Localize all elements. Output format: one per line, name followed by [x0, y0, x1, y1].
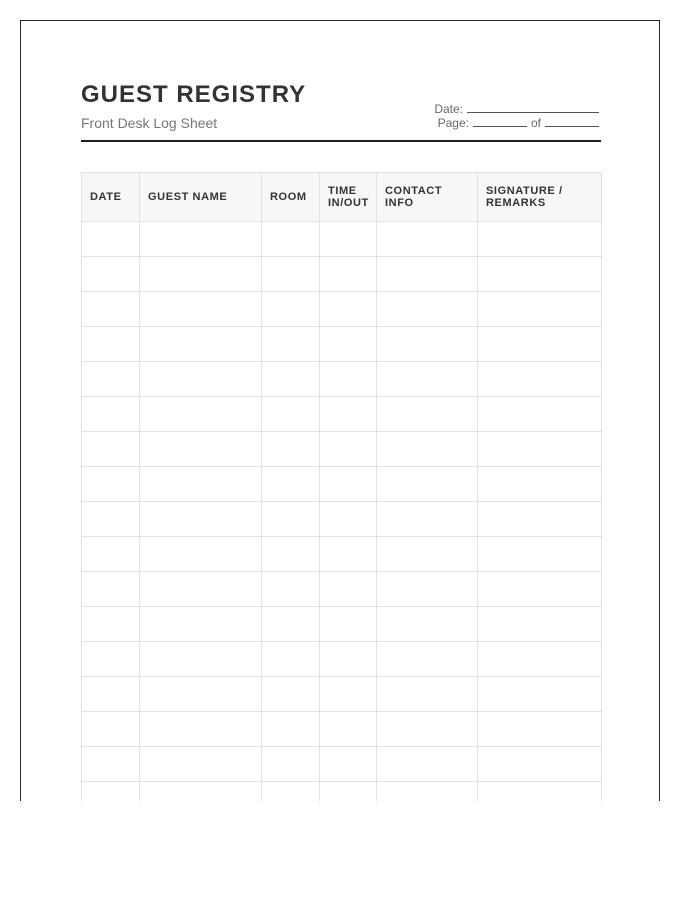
table-cell[interactable]	[377, 397, 478, 432]
table-row	[82, 222, 602, 257]
table-row	[82, 257, 602, 292]
table-row	[82, 572, 602, 607]
table-cell[interactable]	[320, 537, 377, 572]
table-cell[interactable]	[262, 397, 320, 432]
table-row	[82, 502, 602, 537]
table-cell[interactable]	[320, 327, 377, 362]
page-label: Page:	[437, 116, 469, 130]
table-row	[82, 467, 602, 502]
table-cell[interactable]	[262, 362, 320, 397]
column-header-date: DATE	[82, 173, 140, 222]
table-cell[interactable]	[478, 257, 602, 292]
table-cell[interactable]	[140, 642, 262, 677]
table-cell[interactable]	[140, 677, 262, 712]
table-header-row	[82, 173, 602, 222]
table-cell[interactable]	[262, 292, 320, 327]
table-cell[interactable]	[320, 257, 377, 292]
date-field[interactable]	[467, 102, 599, 113]
table-cell[interactable]	[140, 712, 262, 747]
table-cell[interactable]	[377, 537, 478, 572]
table-cell[interactable]	[262, 782, 320, 802]
registry-table-body	[82, 222, 602, 802]
table-cell[interactable]	[140, 327, 262, 362]
table-cell[interactable]	[320, 362, 377, 397]
table-row	[82, 362, 602, 397]
table-cell[interactable]	[320, 747, 377, 782]
table-cell[interactable]	[377, 362, 478, 397]
table-cell[interactable]	[82, 712, 140, 747]
table-cell[interactable]	[478, 607, 602, 642]
table-cell[interactable]	[140, 362, 262, 397]
table-cell[interactable]	[140, 397, 262, 432]
table-cell[interactable]	[262, 572, 320, 607]
column-header-signature-remarks: SIGNATURE / REMARKS	[478, 173, 602, 222]
registry-table	[81, 172, 602, 801]
table-cell[interactable]	[262, 432, 320, 467]
table-cell[interactable]	[140, 607, 262, 642]
table-cell[interactable]	[377, 712, 478, 747]
table-row	[82, 432, 602, 467]
table-cell[interactable]	[262, 642, 320, 677]
table-cell[interactable]	[478, 432, 602, 467]
table-cell[interactable]	[262, 607, 320, 642]
table-cell[interactable]	[82, 257, 140, 292]
table-cell[interactable]	[140, 432, 262, 467]
table-cell[interactable]	[478, 712, 602, 747]
table-cell[interactable]	[320, 432, 377, 467]
page-subtitle: Front Desk Log Sheet	[81, 115, 218, 131]
table-cell[interactable]	[82, 502, 140, 537]
table-cell[interactable]	[320, 677, 377, 712]
table-cell[interactable]	[377, 327, 478, 362]
table-cell[interactable]	[320, 397, 377, 432]
table-cell[interactable]	[478, 292, 602, 327]
table-cell[interactable]	[320, 222, 377, 257]
table-cell[interactable]	[82, 432, 140, 467]
table-cell[interactable]	[140, 222, 262, 257]
table-cell[interactable]	[478, 677, 602, 712]
page-row	[434, 116, 599, 130]
table-cell[interactable]	[140, 537, 262, 572]
table-cell[interactable]	[140, 257, 262, 292]
table-row	[82, 747, 602, 782]
table-cell[interactable]	[320, 782, 377, 802]
table-cell[interactable]	[140, 782, 262, 802]
table-cell[interactable]	[478, 572, 602, 607]
table-cell[interactable]	[478, 642, 602, 677]
table-cell[interactable]	[377, 642, 478, 677]
table-cell[interactable]	[377, 677, 478, 712]
table-cell[interactable]	[262, 257, 320, 292]
table-cell[interactable]	[82, 607, 140, 642]
table-cell[interactable]	[320, 572, 377, 607]
table-cell[interactable]	[82, 572, 140, 607]
table-cell[interactable]	[377, 782, 478, 802]
table-row	[82, 537, 602, 572]
sheet-meta	[434, 102, 599, 130]
date-row	[434, 102, 599, 116]
table-cell[interactable]	[320, 642, 377, 677]
table-cell[interactable]	[478, 747, 602, 782]
table-cell[interactable]	[262, 537, 320, 572]
date-label: Date:	[434, 102, 463, 116]
table-cell[interactable]	[320, 467, 377, 502]
table-row	[82, 712, 602, 747]
table-row	[82, 292, 602, 327]
table-cell[interactable]	[478, 537, 602, 572]
table-cell[interactable]	[82, 642, 140, 677]
table-cell[interactable]	[478, 222, 602, 257]
table-cell[interactable]	[262, 747, 320, 782]
table-cell[interactable]	[262, 502, 320, 537]
table-cell[interactable]	[320, 712, 377, 747]
table-cell[interactable]	[262, 677, 320, 712]
table-cell[interactable]	[377, 292, 478, 327]
column-header-contact-info: CONTACT INFO	[377, 173, 478, 222]
table-cell[interactable]	[377, 502, 478, 537]
table-cell[interactable]	[320, 502, 377, 537]
table-cell[interactable]	[377, 467, 478, 502]
table-cell[interactable]	[82, 362, 140, 397]
table-cell[interactable]	[82, 677, 140, 712]
table-cell[interactable]	[140, 747, 262, 782]
table-cell[interactable]	[377, 747, 478, 782]
table-cell[interactable]	[377, 432, 478, 467]
table-row	[82, 642, 602, 677]
table-row	[82, 782, 602, 802]
page-title: GUEST REGISTRY	[81, 81, 307, 108]
table-cell[interactable]	[377, 222, 478, 257]
table-cell[interactable]	[262, 712, 320, 747]
table-cell[interactable]	[140, 572, 262, 607]
page-number-field[interactable]	[473, 116, 527, 127]
table-cell[interactable]	[262, 327, 320, 362]
table-cell[interactable]	[478, 782, 602, 802]
of-label: of	[530, 116, 541, 130]
column-header-time-in-out: TIME IN/OUT	[320, 173, 377, 222]
table-cell[interactable]	[377, 257, 478, 292]
column-header-guest-name: GUEST NAME	[140, 173, 262, 222]
table-cell[interactable]	[82, 292, 140, 327]
header-divider	[81, 140, 601, 142]
table-cell[interactable]	[82, 467, 140, 502]
table-cell[interactable]	[82, 327, 140, 362]
table-cell[interactable]	[478, 467, 602, 502]
table-cell[interactable]	[320, 607, 377, 642]
table-cell[interactable]	[82, 537, 140, 572]
table-cell[interactable]	[82, 397, 140, 432]
table-cell[interactable]	[478, 327, 602, 362]
page-total-field[interactable]	[545, 116, 599, 127]
table-row	[82, 607, 602, 642]
table-cell[interactable]	[82, 782, 140, 802]
table-cell[interactable]	[82, 747, 140, 782]
table-cell[interactable]	[82, 222, 140, 257]
table-cell[interactable]	[140, 292, 262, 327]
table-cell[interactable]	[377, 607, 478, 642]
table-cell[interactable]	[320, 292, 377, 327]
table-row	[82, 327, 602, 362]
column-header-room: ROOM	[262, 173, 320, 222]
table-cell[interactable]	[140, 467, 262, 502]
table-cell[interactable]	[140, 502, 262, 537]
table-row	[82, 397, 602, 432]
table-row	[82, 677, 602, 712]
guest-registry-sheet	[20, 20, 660, 801]
table-cell[interactable]	[262, 222, 320, 257]
table-cell[interactable]	[478, 362, 602, 397]
table-cell[interactable]	[377, 572, 478, 607]
table-cell[interactable]	[262, 467, 320, 502]
table-cell[interactable]	[478, 502, 602, 537]
table-cell[interactable]	[478, 397, 602, 432]
